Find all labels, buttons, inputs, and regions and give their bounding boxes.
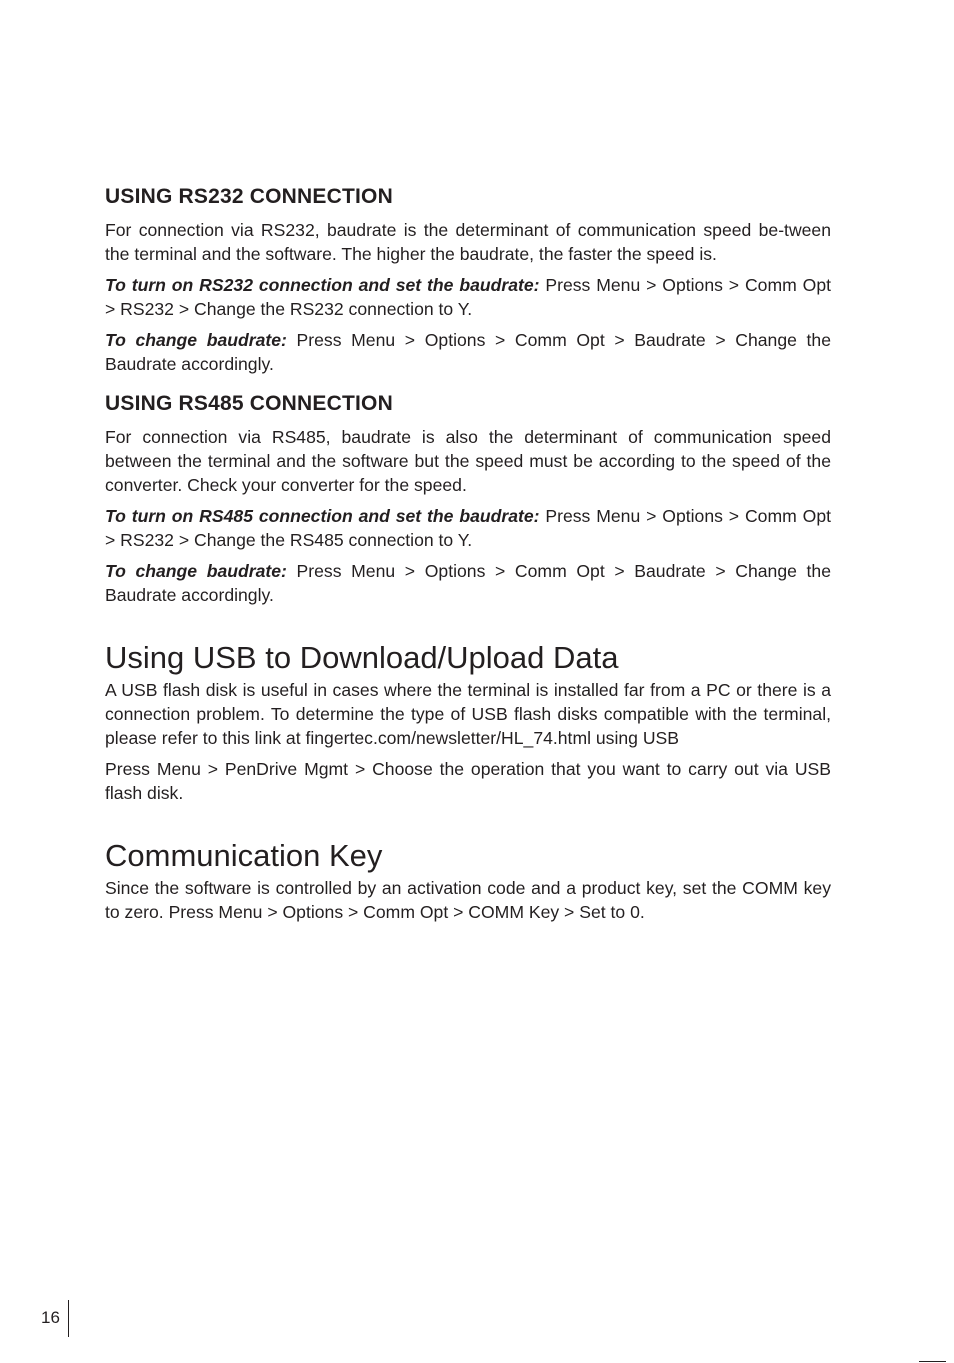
page-content [105, 182, 831, 931]
page-number-divider [68, 1300, 69, 1337]
rs232-intro: For connection via RS232, baudrate is the determinant of communication speed be-tween the terminal and the software. The higher the baudrate, the faster the speed is. [105, 220, 831, 264]
rs232-change-baudrate-instruction [105, 328, 831, 376]
rs232-turn-on-lead: To turn on RS232 connection and set the baudrate: [105, 275, 540, 295]
rs485-intro: For connection via RS485, baudrate is also the determinant of communication speed between the terminal and the software but the speed must be according to the speed of the converter. Check your converter for the speed. [105, 427, 831, 495]
usb-paragraph-1: A USB flash disk is useful in cases where the terminal is installed far from a PC or there is a connection problem. To determine the type of USB flash disks compatible with the terminal, please refer to this link at fingertec.com/newsletter/HL_74.html using USB [105, 680, 831, 748]
comm-key-section-heading: Communication Key [105, 838, 383, 873]
rs232-turn-on-text: Press Menu > Options > Comm Opt > RS232 > Change the RS232 connection to Y. [105, 275, 832, 319]
rs485-change-baudrate-text: Press Menu > Options > Comm Opt > Baudrate > Change the Baudrate accordingly. [105, 561, 831, 605]
rs232-change-baudrate-text: Press Menu > Options > Comm Opt > Baudrate > Change the Baudrate accordingly. [105, 330, 831, 374]
rs485-turn-on-text: Press Menu > Options > Comm Opt > RS232 > Change the RS485 connection to Y. [105, 506, 832, 550]
rs485-change-baudrate-lead: To change baudrate: [105, 561, 287, 581]
usb-paragraph-2: Press Menu > PenDrive Mgmt > Choose the operation that you want to carry out via USB flash disk. [105, 759, 831, 803]
rs485-turn-on-instruction [105, 504, 831, 552]
rs485-change-baudrate-instruction [105, 559, 831, 607]
page-number: 16 [41, 1308, 60, 1327]
rs485-turn-on-lead: To turn on RS485 connection and set the baudrate: [105, 506, 540, 526]
rs232-change-baudrate-lead: To change baudrate: [105, 330, 287, 350]
usb-section-heading: Using USB to Download/Upload Data [105, 640, 619, 675]
corner-crop-mark [919, 1361, 946, 1362]
comm-key-paragraph: Since the software is controlled by an activation code and a product key, set the COMM key to zero. Press Menu > Options > Comm Opt > COMM Key > Set to 0. [105, 878, 831, 922]
rs232-heading: USING RS232 CONNECTION [105, 185, 393, 208]
rs485-heading: USING RS485 CONNECTION [105, 392, 393, 415]
rs232-turn-on-instruction [105, 273, 831, 321]
